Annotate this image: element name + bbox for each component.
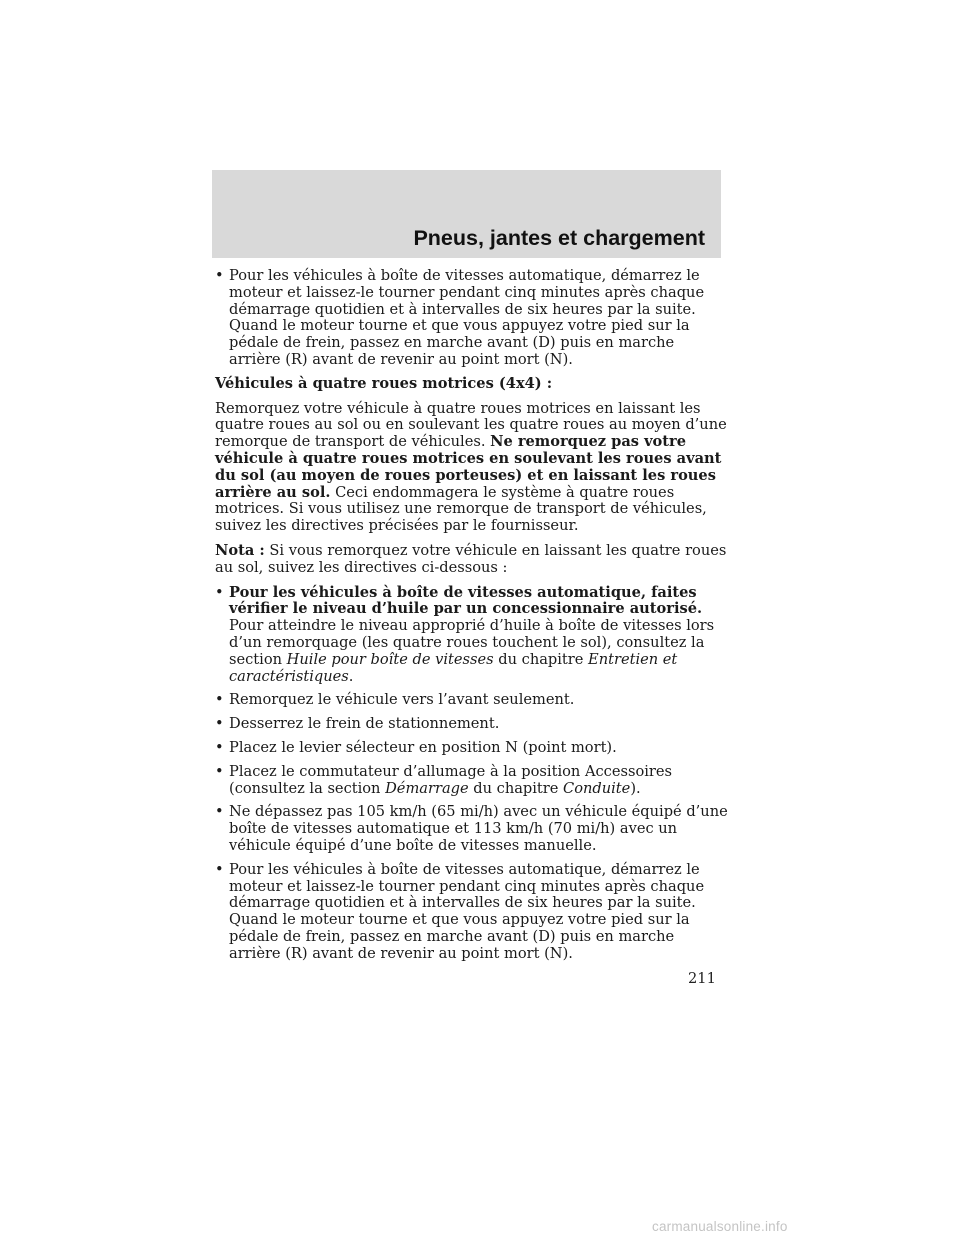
section-header-band — [212, 170, 721, 258]
bullet-icon: • — [215, 715, 224, 733]
list-item — [215, 585, 730, 686]
bullet-icon: • — [215, 583, 224, 601]
section-title: Pneus, jantes et chargement — [413, 226, 705, 250]
bullet-icon: • — [215, 762, 224, 780]
subheading-4x4: Véhicules à quatre roues motrices (4x4) : — [215, 374, 553, 392]
bullet-icon: • — [215, 803, 224, 821]
list-item — [215, 804, 730, 854]
page-body — [215, 268, 730, 969]
list-item — [215, 862, 730, 963]
bullet-text: Placez le levier sélecteur en position N (point mort). — [229, 738, 617, 756]
bullet-text: Placez le commutateur d’allumage à la position Accessoires (consultez la section Démarrage du chapitre Conduite). — [229, 762, 673, 797]
list-item — [215, 716, 730, 733]
watermark: carmanualsonline.info — [652, 1219, 788, 1234]
note-label: Nota : — [215, 541, 265, 559]
bullet-text: Remorquez le véhicule vers l’avant seulement. — [229, 691, 575, 709]
bullet-text: Pour les véhicules à boîte de vitesses automatique, faites vérifier le niveau d’huile par un concessionnaire autorisé. Pour atteindre le niveau approprié d’huile à boîte de vitesses lors d’un remorquage (les quatre roues touchent le sol), consultez la section Huile pour boîte de vitesses du chapitre Entretien et caractéristiques. — [229, 583, 715, 685]
list-item — [215, 268, 730, 369]
bullet-icon: • — [215, 738, 224, 756]
note-paragraph: Nota : Si vous remorquez votre véhicule en laissant les quatre roues au sol, suivez les directives ci-dessous : — [215, 541, 727, 576]
list-item — [215, 692, 730, 709]
bullet-icon: • — [215, 267, 224, 284]
list-item — [215, 764, 730, 798]
bullet-icon: • — [215, 860, 224, 878]
bullet-text: Desserrez le frein de stationnement. — [229, 715, 500, 733]
paragraph-4x4: Remorquez votre véhicule à quatre roues motrices en laissant les quatre roues au sol ou en soulevant les quatre roues au moyen d’une remorque de transport de véhicules. Ne remorquez pas votre véhicule à quatre roues motrices en soulevant les roues avant du sol (au moyen de roues porteuses) et en laissant les roues arrière au sol. Ceci endommagera le système à quatre roues motrices. Si vous utilisez une remorque de transport de véhicules, suivez les directives précisées par le fournisseur. — [215, 399, 727, 535]
page-number: 211 — [688, 970, 716, 987]
bullet-text: Ne dépassez pas 105 km/h (65 mi/h) avec un véhicule équipé d’une boîte de vitesses automatique et 113 km/h (70 mi/h) avec un véhicule équipé d’une boîte de vitesses manuelle. — [229, 803, 728, 854]
bullet-text: Pour les véhicules à boîte de vitesses automatique, démarrez le moteur et laissez-le tourner pendant cinq minutes après chaque démarrage quotidien et à intervalles de six heures par la suite. Quand le moteur tourne et que vous appuyez votre pied sur la pédale de frein, passez en marche avant (D) puis en marche arrière (R) avant de revenir au point mort (N). — [229, 267, 705, 368]
bullet-text: Pour les véhicules à boîte de vitesses automatique, démarrez le moteur et laissez-le tourner pendant cinq minutes après chaque démarrage quotidien et à intervalles de six heures par la suite. Quand le moteur tourne et que vous appuyez votre pied sur la pédale de frein, passez en marche avant (D) puis en marche arrière (R) avant de revenir au point mort (N). — [229, 860, 705, 962]
list-item — [215, 740, 730, 757]
bullet-icon: • — [215, 691, 224, 709]
